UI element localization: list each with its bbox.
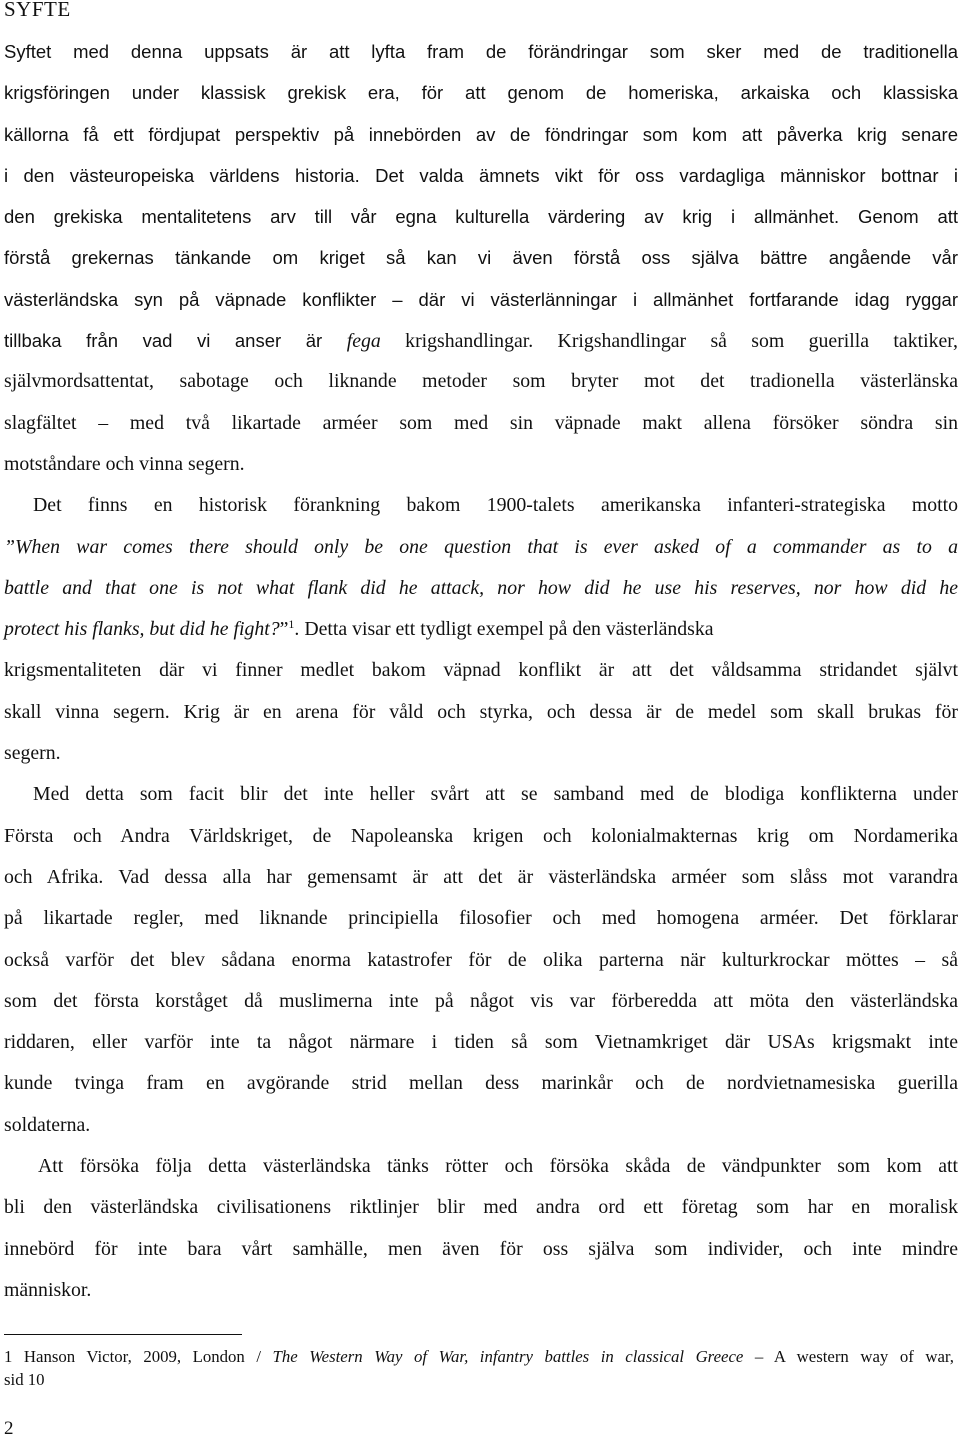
footnote-separator [4,1334,242,1335]
text-line: och Afrika. Vad dessa alla har gemensamt är att det är västerländska arméer som slåss mot varandra [4,865,958,888]
footnote-line: 1 Hanson Victor, 2009, London / The Western Way of War, infantry battles in classical Greece – A western way of war, [4,1347,954,1366]
paragraph-2 [4,485,958,774]
text-line: protect his flanks, but did he fight?”$^1$. Detta visar ett tydligt exempel på den västerländska [4,617,714,641]
text-line: riddaren, eller varför inte ta något närmare i tiden så som Vietnamkriget där USAs krigsmakt inte [4,1031,958,1054]
text-line: i den västeuropeiska världens historia. Det valda ämnets vikt för oss vardagliga människor bottnar i [4,164,958,186]
text-line: människor. [4,1278,92,1301]
text-line: krigsföringen under klassisk grekisk era, för att genom de homeriska, arkaiska och klassiska [4,82,958,104]
section-heading: SYFTE [4,0,71,21]
italic-word: fega [346,330,381,353]
text-line: bli den västerländska civilisationens riktlinjer blir med andra ord ett företag som har en moralisk [4,1196,958,1219]
text-line: motståndare och vinna segern. [4,452,245,475]
page-number: 2 [4,1418,14,1439]
text-line: Med detta som facit blir det inte heller svårt att se samband med de blodiga konflikterna under [33,783,958,806]
quote-text: protect his flanks, but did he fight? [4,618,280,641]
text-line: kunde tvinga fram en avgörande strid mellan dess marinkår och de nordvietnamesiska guerilla [4,1072,958,1095]
text-line: skall vinna segern. Krig är en arena för våld och styrka, och dessa är de medel som skall brukas för [4,700,958,723]
text-line: Det finns en historisk förankning bakom 1900-talets amerikanska infanteri-strategiska motto [33,494,958,517]
text-line: segern. [4,742,61,765]
footnote-title: The Western Way of War, infantry battles in classical Greece [272,1347,744,1366]
footnote-ref[interactable]: 1 [288,617,295,632]
footnote-line: sid 10 [4,1370,45,1389]
text-line: den grekiska mentalitetens arv till vår egna kulturella värdering av krig i allmänhet. Genom att [4,206,959,228]
paragraph-4 [4,1146,958,1311]
text-line: krigsmentaliteten där vi finner medlet bakom väpnad konflikt är att det våldsamma stridandet självt [4,659,958,682]
text-line: som det första korståget då muslimerna inte på något vis var förberedda att möta den västerländska [4,989,958,1012]
quote-text: battle and that one is not what flank did he attack, nor how did he use his reserves, nor how did he [4,576,958,599]
text-line: också varför det blev sådana enorma katastrofer för de olika parterna när kulturkrockar möttes – så [4,948,958,971]
footnote [4,1345,954,1391]
text-line [4,527,958,568]
text-line: Att försöka följa detta västerländska tänks rötter och försöka skåda de vändpunkter som kom att [38,1155,958,1178]
text-line [4,568,958,609]
text-line: soldaterna. [4,1113,91,1136]
body-text [4,31,958,1311]
text-line: slagfältet – med två likartade arméer som med sin väpnade makt allena försöker söndra sin [4,411,958,434]
text-line: västerländska syn på väpnade konflikter – där vi västerlänningar i allmänhet fortfarande idag ryggar [4,288,958,310]
text-line: tillbaka från vad vi anser är fega krigshandlingar. Krigshandlingar så som guerilla taktiker, [4,330,959,353]
text-line: innebörd för inte bara vårt samhälle, men även för oss själva som individer, och inte mindre [4,1237,958,1260]
paragraph-1 [4,31,958,485]
text-line: Första och Andra Världskriget, de Napoleanska krigen och kolonialmakternas krig om Nordamerika [4,824,958,847]
quote-text: ”When war comes there should only be one question that is ever asked of a commander as to a [4,535,958,558]
text-line: källorna få ett fördjupat perspektiv på innebörden av de föndringar som kom att påverka krig senare [4,123,958,145]
paragraph-3 [4,774,958,1146]
text-line: självmordsattentat, sabotage och liknande metoder som bryter mot det tradionella västerlänska [4,370,958,393]
text-line: Syftet med denna uppsats är att lyfta fram de förändringar som sker med de traditionella [4,41,958,62]
text-line: på likartade regler, med liknande principiella filosofier och med homogena arméer. Det förklarar [4,907,958,930]
text-line: förstå grekernas tänkande om kriget så kan vi även förstå oss själva bättre angående vår [4,247,958,269]
